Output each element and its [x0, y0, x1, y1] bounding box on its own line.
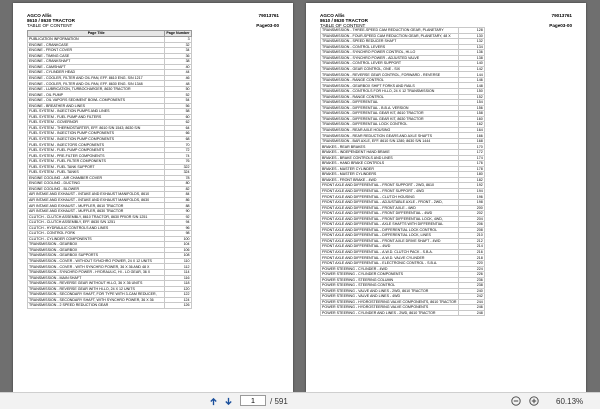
model: 8610 / 8630 TRACTOR: [320, 18, 368, 23]
toc-entry-page: 62: [165, 120, 191, 126]
toc-entry-page: 110: [165, 258, 191, 264]
toc-entry-page: 172: [458, 150, 484, 156]
toc-entry-page: 3: [165, 37, 191, 43]
pdf-toolbar: [0, 392, 600, 409]
toc-entry-title: POWER STEERING - VALVE AND LINES - 4WD: [321, 294, 459, 300]
toc-entry-page: 104: [165, 242, 191, 248]
toc-entry-title: BRAKES - MASTER CYLINDER: [321, 166, 459, 172]
toc-entry-title: TRANSMISSION - DIFFERENTIAL GEAR KIT, 8610 TRACTOR: [321, 111, 459, 117]
zoom-in-button[interactable]: [528, 395, 540, 407]
toc-entry-page: 244: [458, 299, 484, 305]
toc-label: TABLE OF CONTENT: [320, 23, 366, 28]
toc-entry-page: 60: [165, 114, 191, 120]
toc-body: [321, 28, 485, 316]
toc-entry-page: 226: [458, 272, 484, 278]
toc-table: [320, 27, 485, 316]
toc-entry-page: 76: [165, 159, 191, 165]
toc-entry-page: 242: [458, 294, 484, 300]
toc-entry-title: CLUTCH - CLUTCH ASSEMBLY, EFF. 8630 S/N 1251: [28, 220, 165, 226]
toc-entry-title: ENGINE COOLING - DUCTING: [28, 181, 165, 187]
toc-entry-title: BRAKES - FRONT BRAKE - 4WD: [321, 177, 459, 183]
toc-entry-page: 162: [458, 122, 484, 128]
toc-entry-page: 206: [458, 222, 484, 228]
toc-entry-title: TRANSMISSION - GEARBOX SUPPORTS: [28, 253, 165, 259]
toc-label: TABLE OF CONTENT: [27, 23, 73, 28]
toc-entry-page: 202: [458, 211, 484, 217]
toc-entry-title: TRANSMISSION - GEAR CONTROL, ONE - SIX: [321, 66, 459, 72]
toc-entry-title: ENGINE - OIL VAPORS SEDIMENT BOWL COMPONENTS: [28, 98, 165, 104]
toc-entry-page: 84: [165, 192, 191, 198]
toc-entry-page: 68: [165, 136, 191, 142]
toc-entry-title: TRANSMISSION - REVERSE GEAR CONTROL, FORWARD - REVERSE: [321, 72, 459, 78]
toc-entry-title: FUEL SYSTEM - THERMOSTARTER, EFF. 8610 S/N 1543; 8630 S/N: [28, 125, 165, 131]
toc-entry-title: FRONT AXLE AND DIFFERENTIAL - ADJUSTABLE AXLE - FRONT - 2WD,: [321, 199, 459, 205]
toc-entry-title: TRANSMISSION - DIFFERENTIAL GEAR KIT, 8630 TRACTOR: [321, 116, 459, 122]
arrow-down-icon: [224, 397, 233, 406]
toc-entry-page: 136: [458, 50, 484, 56]
toc-entry-title: TRANSMISSION - CONTROL LEVER SUPPORT: [321, 61, 459, 67]
toc-entry-title: TRANSMISSION - CONTROL LEVERS: [321, 44, 459, 50]
toc-entry-page: 78: [165, 175, 191, 181]
toc-entry-page: 144: [458, 72, 484, 78]
plus-circle-icon: [529, 396, 539, 406]
toc-entry-title: TRANSMISSION - SECONDARY SHAFT, WITH SYNCHRO POWER, 36 X 36: [28, 297, 165, 303]
toc-entry-title: POWER STEERING - CYLINDER AND LINES - 2WD, 8610 TRACTOR: [321, 310, 459, 316]
toc-entry-title: FRONT AXLE AND DIFFERENTIAL - FRONT DIFFERENTIAL LOCK, 4WD,: [321, 216, 459, 222]
pdf-page-left: [13, 3, 293, 392]
brand: AGCO Allis: [320, 13, 345, 18]
toc-entry-page: 220: [458, 260, 484, 266]
toc-entry-title: TRANSMISSION - SYNCHRO POWER CONTROL, HI-LO: [321, 50, 459, 56]
doc-number: 79013761: [258, 13, 279, 18]
toc-entry-title: POWER STEERING - VALVE AND LINES - 2WD, 8610 TRACTOR: [321, 288, 459, 294]
toc-entry-title: FRONT AXLE AND DIFFERENTIAL - AXLE SHAFTS WITH DIFFERENTIAL: [321, 222, 459, 228]
toc-entry-title: ENGINE - COOLER, FILTER AND OIL PAN, EFF. 8630 ENG. S/N 1348: [28, 81, 165, 87]
toc-entry-title: POWER STEERING - HYDROSTEERING VALVE COMPONENTS, 8610 TRACTOR: [322, 299, 457, 304]
toc-entry-page: 116: [165, 275, 191, 281]
toc-entry-page: 92: [165, 214, 191, 220]
toc-entry-page: 56: [165, 103, 191, 109]
toc-entry-title: ENGINE - FRONT COVER: [28, 48, 165, 54]
zoom-level[interactable]: 60.13%: [556, 396, 584, 406]
toc-entry-title: ENGINE - CRANKSHAFT: [28, 59, 165, 65]
toc-entry-title: AIR INTAKE AND EXHAUST - MUFFLER, 8630 TRACTOR: [28, 208, 165, 214]
toc-entry-title: AIR INTAKE AND EXHAUST - MUFFLER, 8610 TRACTOR: [28, 203, 165, 209]
toc-entry-title: ENGINE - TIMING CASE: [28, 53, 165, 59]
toc-entry-title: FRONT AXLE AND DIFFERENTIAL - FRONT AXLE - 4WD: [321, 205, 459, 211]
page-up-button[interactable]: [207, 395, 219, 407]
toc-entry-page: 112: [165, 264, 191, 270]
col-header-title: Page Title: [28, 31, 165, 37]
toc-entry-page: 218: [458, 255, 484, 261]
toc-entry-title: ENGINE - CAMSHAFT: [28, 64, 165, 70]
toc-entry-page: 154: [458, 100, 484, 106]
toc-entry-title: FRONT AXLE AND DIFFERENTIAL - A.W.D. CLUTCH PACK - S.B.A.: [321, 249, 459, 255]
arrow-up-icon: [209, 397, 218, 406]
toc-entry-title: TRANSMISSION - MAIN SHAFT: [28, 275, 165, 281]
toc-entry-page: 238: [458, 283, 484, 289]
toc-entry-page: 38: [165, 59, 191, 65]
toc-entry-page: 128: [458, 28, 484, 34]
toc-entry-page: 158: [458, 111, 484, 117]
toc-entry-title: FRONT AXLE AND DIFFERENTIAL - DIFFERENTIAL LOCK, LINES: [321, 233, 459, 239]
toc-entry-title: POWER STEERING - HYDROSTEERING VALVE COMPONENTS: [321, 305, 459, 311]
toc-entry-page: 204: [458, 216, 484, 222]
toc-entry-title: ENGINE - OIL PUMP: [28, 92, 165, 98]
toc-entry-page: 246: [458, 305, 484, 311]
toc-entry-title: FRONT AXLE AND DIFFERENTIAL - FRONT AXLE DRIVE SHAFT - 4WD: [321, 238, 459, 244]
toc-entry-page: 108: [165, 253, 191, 259]
toc-entry-title: TRANSMISSION - THREE-SPEED CAM REDUCTION GEAR, PLANETARY: [321, 28, 459, 34]
toc-entry-title: FUEL SYSTEM - FUEL TANKS: [28, 170, 165, 176]
toc-entry-title: ENGINE - BREATHER AND LINES: [28, 103, 165, 109]
toc-body: [28, 37, 192, 309]
toc-entry-page: 70: [165, 142, 191, 148]
toc-entry-page: 54: [165, 98, 191, 104]
toc-entry-title: FUEL SYSTEM - FUEL PUMP AND FILTERS: [28, 114, 165, 120]
toc-entry-title: POWER STEERING - STEERING COLUMN: [321, 277, 459, 283]
page-ref: Page03-00: [549, 23, 572, 28]
toc-entry-page: 212: [458, 238, 484, 244]
toc-entry-page: 32: [165, 42, 191, 48]
toc-entry-page: 122: [165, 292, 191, 298]
doc-number: 79013761: [551, 13, 572, 18]
toc-entry-title: TRANSMISSION - GEARBOX SHIFT FORKS AND RAILS: [321, 83, 459, 89]
toc-entry-page: 160: [458, 116, 484, 122]
toc-entry-title: ENGINE - LUBRICATION, TURBOCHARGER, 8630 TRACTOR: [28, 86, 165, 92]
toc-entry-page: 88: [165, 203, 191, 209]
toc-entry-page: 214: [458, 244, 484, 250]
toc-entry-title: BRAKES - MASTER CYLINDERS: [321, 172, 459, 178]
toc-entry-page: 94: [165, 220, 191, 226]
toc-entry-page: 194: [458, 188, 484, 194]
toc-entry-title: CLUTCH - CYLINDER COMPONENTS: [28, 236, 165, 242]
toc-entry-title: ENGINE COOLING - BLOWER: [28, 186, 165, 192]
toc-table: [27, 30, 192, 309]
toc-entry-title: BRAKES - HAND BRAKE CONTROLS: [321, 161, 459, 167]
model: 8610 / 8630 TRACTOR: [27, 18, 75, 23]
col-header-number: Page Number: [166, 31, 190, 36]
toc-entry-page: 90: [165, 208, 191, 214]
toc-entry-title: FUEL SYSTEM - INJECTION PUMPS AND LINES: [28, 109, 165, 115]
toc-entry-title: FUEL SYSTEM - FUEL TANK SUPPORT: [28, 164, 165, 170]
toc-entry-title: TRANSMISSION - SPEED REDUCER SHAFT: [321, 39, 459, 45]
toc-entry-title: BRAKES - REAR BRAKES: [321, 144, 459, 150]
toc-entry-page: 44: [165, 70, 191, 76]
toc-entry-title: FRONT AXLE AND DIFFERENTIAL - 4WD: [321, 244, 459, 250]
toc-entry-title: TRANSMISSION - REVERSE GEAR WITHOUT HI-LO, 36 X 36 UNITS: [28, 281, 165, 287]
toc-entry-page: 118: [165, 281, 191, 287]
toc-entry-title: FUEL SYSTEM - INJECTION PUMP COMPONENTS: [28, 136, 165, 142]
total-pages: / 591: [270, 396, 288, 406]
toc-entry-page: 140: [458, 61, 484, 67]
toc-entry-page: 164: [458, 127, 484, 133]
toc-entry-title: AIR INTAKE AND EXHAUST - INTAKE AND EXHAUST MANIFOLDS, 8630: [28, 197, 165, 203]
toc-entry-title: BRAKES - BRAKE CONTROLS AND LINES: [321, 155, 459, 161]
toc-entry-title: BRAKES - INDEPENDENT HAND BRAKE: [321, 150, 459, 156]
toc-entry-page: 148: [458, 83, 484, 89]
toc-entry-page: 74: [165, 153, 191, 159]
toc-entry-page: 224: [458, 266, 484, 272]
toc-entry-title: TRANSMISSION - RANGE CONTROL: [321, 77, 459, 83]
toc-entry-title: FUEL SYSTEM - FUEL FILTER COMPONENTS: [28, 159, 165, 165]
toc-entry-page: 64: [165, 125, 191, 131]
toc-entry-page: 58: [165, 109, 191, 115]
toc-entry-title: TRANSMISSION - REAR AXLE HOUSING: [321, 127, 459, 133]
toc-entry-page: 210: [458, 233, 484, 239]
page-ref: Page03-00: [256, 23, 279, 28]
toc-entry-page: 98: [165, 231, 191, 237]
toc-entry-title: ENGINE - COOLER, FILTER AND OIL PAN, EFF. 8610 ENG. S/N 1217: [28, 75, 165, 81]
toc-entry-title: FRONT AXLE AND DIFFERENTIAL - FRONT DIFFERENTIAL - 4WD: [321, 211, 459, 217]
toc-entry-title: TRANSMISSION - GEARBOX: [28, 242, 165, 248]
toc-entry-page: 248: [458, 310, 484, 316]
toc-entry-title: CLUTCH - CLUTCH ASSEMBLY, 8610 TRACTOR, 8630 PRIOR S/N 1251: [28, 214, 165, 220]
toc-entry-page: 34: [165, 48, 191, 54]
toc-entry-title: TRANSMISSION - DIFFERENTIAL: [321, 100, 459, 106]
toc-entry-page: 126: [165, 303, 191, 309]
pdf-page-right: [306, 3, 586, 392]
toc-entry-page: 168: [458, 138, 484, 144]
toc-entry-page: 152: [458, 94, 484, 100]
toc-entry-title: ENGINE - CYLINDER HEAD: [28, 70, 165, 76]
toc-entry-page: 66: [165, 131, 191, 137]
toc-entry-title: FRONT AXLE AND DIFFERENTIAL - ELECTRONIC CONTROL - S.B.A.: [321, 260, 459, 266]
toc-entry-title: FRONT AXLE AND DIFFERENTIAL - FRONT SUPPORT - 4WD: [321, 188, 459, 194]
toc-entry-page: 40: [165, 64, 191, 70]
toc-entry-page: 52: [165, 92, 191, 98]
zoom-out-button[interactable]: [510, 395, 522, 407]
toc-entry-page: 130: [458, 33, 484, 39]
toc-entry-page: 216: [458, 249, 484, 255]
toc-entry-page: 196: [458, 194, 484, 200]
toc-entry-page: 322: [165, 164, 191, 170]
toc-entry-title: POWER STEERING - STEERING CONTROL: [321, 283, 459, 289]
toc-entry-page: 324: [165, 170, 191, 176]
toc-entry-page: 138: [458, 55, 484, 61]
toc-entry-page: 82: [165, 186, 191, 192]
toc-entry-page: 170: [458, 144, 484, 150]
toc-entry-title: AIR INTAKE AND EXHAUST - INTAKE AND EXHAUST MANIFOLDS, 8610: [28, 192, 165, 198]
page-number-input[interactable]: [240, 395, 266, 406]
toc-entry-page: 178: [458, 166, 484, 172]
toc-entry-page: 72: [165, 147, 191, 153]
toc-entry-title: CLUTCH - CONTROL FORK: [28, 231, 165, 237]
toc-entry-title: TRANSMISSION - BAR AXLE, EFF. 8610 S/N 1280; 8630 S/N 1444: [321, 138, 459, 144]
toc-entry-page: 208: [458, 227, 484, 233]
page-down-button[interactable]: [222, 395, 234, 407]
toc-entry-title: FUEL SYSTEM - GOVERNOR: [28, 120, 165, 126]
toc-entry-title: POWER STEERING - CYLINDER - 4WD: [321, 266, 459, 272]
toc-entry-page: 100: [165, 236, 191, 242]
toc-entry-page: 182: [458, 177, 484, 183]
toc-entry-page: 240: [458, 288, 484, 294]
toc-entry-title: TRANSMISSION - SECONDARY SHAFT, FOR TYPE WITH 3-CAM REDUCER,: [28, 292, 165, 298]
toc-entry-title: FRONT AXLE AND DIFFERENTIAL - DIFFERENTIAL LOCK CONTROL: [321, 227, 459, 233]
toc-entry-page: 106: [165, 247, 191, 253]
toc-entry-title: ENGINE COOLING - AIR CHAMBER COVER: [28, 175, 165, 181]
toc-entry-page: 176: [458, 161, 484, 167]
toc-entry-page: 192: [458, 183, 484, 189]
toc-entry-page: 96: [165, 225, 191, 231]
toc-entry-page: 200: [458, 205, 484, 211]
toc-entry-title: FUEL SYSTEM - PRE-FILTER COMPONENTS: [28, 153, 165, 159]
toc-entry-title: TRANSMISSION - REAR REDUCTION GEARS AND AXLE SHAFTS: [321, 133, 459, 139]
toc-entry-page: 150: [458, 89, 484, 95]
toc-entry-title: TRANSMISSION - CONTROLS FOR HI-LO, 24 X 12 TRANSMISSION: [321, 89, 459, 95]
toc-entry-title: FUEL SYSTEM - FUEL PUMP COMPONENTS: [28, 147, 165, 153]
toc-entry-title: PUBLICATION INFORMATION: [28, 37, 165, 43]
toc-entry-title: CLUTCH - HYDRAULIC CONTROLS AND LINES: [28, 225, 165, 231]
toc-entry-title: FRONT AXLE AND DIFFERENTIAL - A.W.D. VALVE CYLINDER: [321, 255, 459, 261]
toc-entry-page: 132: [458, 39, 484, 45]
toc-entry-page: 114: [165, 269, 191, 275]
toc-entry-title: ENGINE - CRANKCASE: [28, 42, 165, 48]
toc-row: [28, 303, 192, 309]
toc-entry-page: 146: [458, 77, 484, 83]
toc-entry-page: 36: [165, 53, 191, 59]
toc-entry-title: FRONT AXLE AND DIFFERENTIAL - FRONT SUPPORT - 2WD, 8610: [321, 183, 459, 189]
toc-entry-page: 86: [165, 197, 191, 203]
toc-entry-title: TRANSMISSION - REVERSE GEAR WITH HI-LO, 24 X 12 UNITS: [28, 286, 165, 292]
toc-entry-title: TRANSMISSION - FOUR-SPEED CAM REDUCTION GEAR, PLANETARY, 48 X: [321, 33, 459, 39]
toc-entry-title: TRANSMISSION - COVER - WITHOUT SYNCHRO POWER, 24 X 12 UNITS: [28, 258, 165, 264]
toc-entry-title: POWER STEERING - CYLINDER COMPONENTS: [321, 272, 459, 278]
toc-entry-page: 134: [458, 44, 484, 50]
toc-entry-title: TRANSMISSION - GEARBOX: [28, 247, 165, 253]
toc-entry-page: 80: [165, 181, 191, 187]
toc-entry-title: FUEL SYSTEM - INJECTION PUMP COMPONENTS: [28, 131, 165, 137]
toc-entry-title: FRONT AXLE AND DIFFERENTIAL - CLUTCH HOUSING: [321, 194, 459, 200]
brand: AGCO Allis: [27, 13, 52, 18]
toc-entry-page: 120: [165, 286, 191, 292]
toc-entry-page: 180: [458, 172, 484, 178]
toc-entry-page: 48: [165, 81, 191, 87]
toc-entry-title: TRANSMISSION - COVER - WITH SYNCHRO POWER, 36 X 36 AND 48 X: [28, 264, 165, 270]
toc-entry-title: TRANSMISSION - DIFFERENTIAL - B.B.A. VERSION: [321, 105, 459, 111]
minus-circle-icon: [511, 396, 521, 406]
toc-entry-title: FUEL SYSTEM - INJECTORS COMPONENTS: [28, 142, 165, 148]
toc-entry-title: TRANSMISSION - RANGE CONTROL: [321, 94, 459, 100]
toc-entry-page: 50: [165, 86, 191, 92]
toc-entry-page: 166: [458, 133, 484, 139]
toc-entry-page: 46: [165, 75, 191, 81]
toc-entry-title: TRANSMISSION - DIFFERENTIAL LOCK CONTROL: [321, 122, 459, 128]
toc-entry-page: 174: [458, 155, 484, 161]
toc-entry-title: TRANSMISSION - SYNCHRO POWER - HYDRAULIC, HI - LO GEAR, 36 X: [28, 269, 165, 275]
toc-entry-page: 198: [458, 199, 484, 205]
toc-entry-title: TRANSMISSION - 2 SPEED REDUCTION GEAR: [28, 303, 165, 309]
toc-row: [321, 310, 485, 316]
toc-entry-page: 124: [165, 297, 191, 303]
toc-entry-page: 236: [458, 277, 484, 283]
toc-entry-page: 156: [458, 105, 484, 111]
toc-entry-page: 142: [458, 66, 484, 72]
toc-entry-title: TRANSMISSION - SYNCHRO POWER - ADJUSTED VALVE: [321, 55, 459, 61]
